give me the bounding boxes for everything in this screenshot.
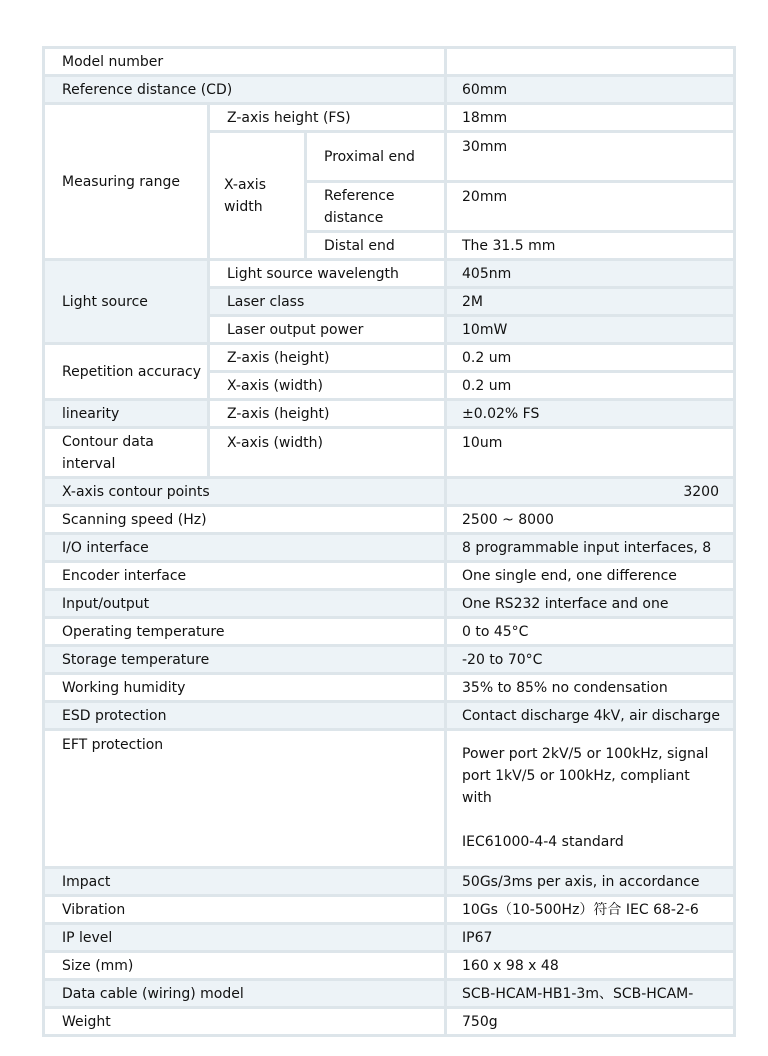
- row-repetition-accuracy-z: [44, 344, 735, 372]
- row-io-interface: [44, 534, 735, 562]
- row-contour-interval: [44, 428, 735, 478]
- row-weight: [44, 1008, 735, 1036]
- eft-protection-value: [446, 730, 735, 868]
- operating-temperature-value: 0 to 45°C: [446, 618, 735, 646]
- row-storage-temperature: [44, 646, 735, 674]
- repetition-z-value: 0.2 um: [446, 344, 735, 372]
- impact-value: 50Gs/3ms per axis, in accordance: [446, 868, 735, 896]
- distal-end-label: Distal end: [306, 232, 446, 260]
- row-operating-temperature: [44, 618, 735, 646]
- measuring-range-label: Measuring range: [44, 104, 209, 260]
- wavelength-value: 405nm: [446, 260, 735, 288]
- data-cable-label: Data cable (wiring) model: [44, 980, 446, 1008]
- reference-distance-sub-value: 20mm: [446, 182, 735, 232]
- eft-value-line-4: IEC61000-4-4 standard: [462, 834, 624, 850]
- measuring-range-x-label: X-axis width: [209, 132, 306, 260]
- storage-temperature-label: Storage temperature: [44, 646, 446, 674]
- repetition-x-label: X-axis (width): [209, 372, 446, 400]
- output-power-label: Laser output power: [209, 316, 446, 344]
- model-number-label: Model number: [44, 48, 446, 76]
- proximal-end-value: 30mm: [446, 132, 735, 182]
- input-output-label: Input/output: [44, 590, 446, 618]
- output-power-value: 10mW: [446, 316, 735, 344]
- size-label: Size (mm): [44, 952, 446, 980]
- encoder-interface-value: One single end, one difference: [446, 562, 735, 590]
- data-cable-value: SCB-HCAM-HB1-3m、SCB-HCAM-: [446, 980, 735, 1008]
- row-measuring-range-z: [44, 104, 735, 132]
- row-esd-protection: [44, 702, 735, 730]
- scanning-speed-value: 2500 ~ 8000: [446, 506, 735, 534]
- row-working-humidity: [44, 674, 735, 702]
- model-number-value: [446, 48, 735, 76]
- working-humidity-value: 35% to 85% no condensation: [446, 674, 735, 702]
- row-scanning-speed: [44, 506, 735, 534]
- row-model-number: [44, 48, 735, 76]
- repetition-accuracy-label: Repetition accuracy: [44, 344, 209, 400]
- row-encoder-interface: [44, 562, 735, 590]
- ip-level-value: IP67: [446, 924, 735, 952]
- row-vibration: [44, 896, 735, 924]
- specification-table: [42, 46, 736, 1037]
- reference-distance-value: 60mm: [446, 76, 735, 104]
- repetition-x-value: 0.2 um: [446, 372, 735, 400]
- impact-label: Impact: [44, 868, 446, 896]
- row-impact: [44, 868, 735, 896]
- row-eft-protection: [44, 730, 735, 868]
- proximal-end-label: Proximal end: [306, 132, 446, 182]
- weight-label: Weight: [44, 1008, 446, 1036]
- storage-temperature-value: -20 to 70°C: [446, 646, 735, 674]
- size-value: 160 x 98 x 48: [446, 952, 735, 980]
- laser-class-label: Laser class: [209, 288, 446, 316]
- esd-protection-label: ESD protection: [44, 702, 446, 730]
- row-ip-level: [44, 924, 735, 952]
- eft-value-line-1: Power port 2kV/5 or 100kHz, signal: [462, 746, 709, 762]
- ip-level-label: IP level: [44, 924, 446, 952]
- distal-end-value: The 31.5 mm: [446, 232, 735, 260]
- laser-class-value: 2M: [446, 288, 735, 316]
- wavelength-label: Light source wavelength: [209, 260, 446, 288]
- linearity-label: linearity: [44, 400, 209, 428]
- reference-distance-label: Reference distance (CD): [44, 76, 446, 104]
- contour-interval-label: Contour data interval: [44, 428, 209, 478]
- row-x-contour-points: [44, 478, 735, 506]
- row-input-output: [44, 590, 735, 618]
- row-reference-distance: [44, 76, 735, 104]
- io-interface-label: I/O interface: [44, 534, 446, 562]
- contour-interval-axis: X-axis (width): [209, 428, 446, 478]
- vibration-label: Vibration: [44, 896, 446, 924]
- eft-value-line-2: port 1kV/5 or 100kHz, compliant: [462, 768, 690, 784]
- input-output-value: One RS232 interface and one: [446, 590, 735, 618]
- row-data-cable: [44, 980, 735, 1008]
- row-light-source-wavelength: [44, 260, 735, 288]
- x-contour-points-value: 3200: [446, 478, 735, 506]
- x-contour-points-label: X-axis contour points: [44, 478, 446, 506]
- light-source-label: Light source: [44, 260, 209, 344]
- linearity-value: ±0.02% FS: [446, 400, 735, 428]
- eft-protection-label: EFT protection: [44, 730, 446, 868]
- contour-interval-value: 10um: [446, 428, 735, 478]
- linearity-axis: Z-axis (height): [209, 400, 446, 428]
- esd-protection-value: Contact discharge 4kV, air discharge: [446, 702, 735, 730]
- operating-temperature-label: Operating temperature: [44, 618, 446, 646]
- repetition-z-label: Z-axis (height): [209, 344, 446, 372]
- encoder-interface-label: Encoder interface: [44, 562, 446, 590]
- measuring-range-z-value: 18mm: [446, 104, 735, 132]
- weight-value: 750g: [446, 1008, 735, 1036]
- io-interface-value: 8 programmable input interfaces, 8: [446, 534, 735, 562]
- reference-distance-sub-label: Reference distance: [306, 182, 446, 232]
- row-linearity: [44, 400, 735, 428]
- scanning-speed-label: Scanning speed (Hz): [44, 506, 446, 534]
- measuring-range-z-label: Z-axis height (FS): [209, 104, 446, 132]
- eft-value-line-3: with: [462, 790, 492, 806]
- vibration-value: 10Gs（10-500Hz）符合 IEC 68-2-6: [446, 896, 735, 924]
- working-humidity-label: Working humidity: [44, 674, 446, 702]
- row-size: [44, 952, 735, 980]
